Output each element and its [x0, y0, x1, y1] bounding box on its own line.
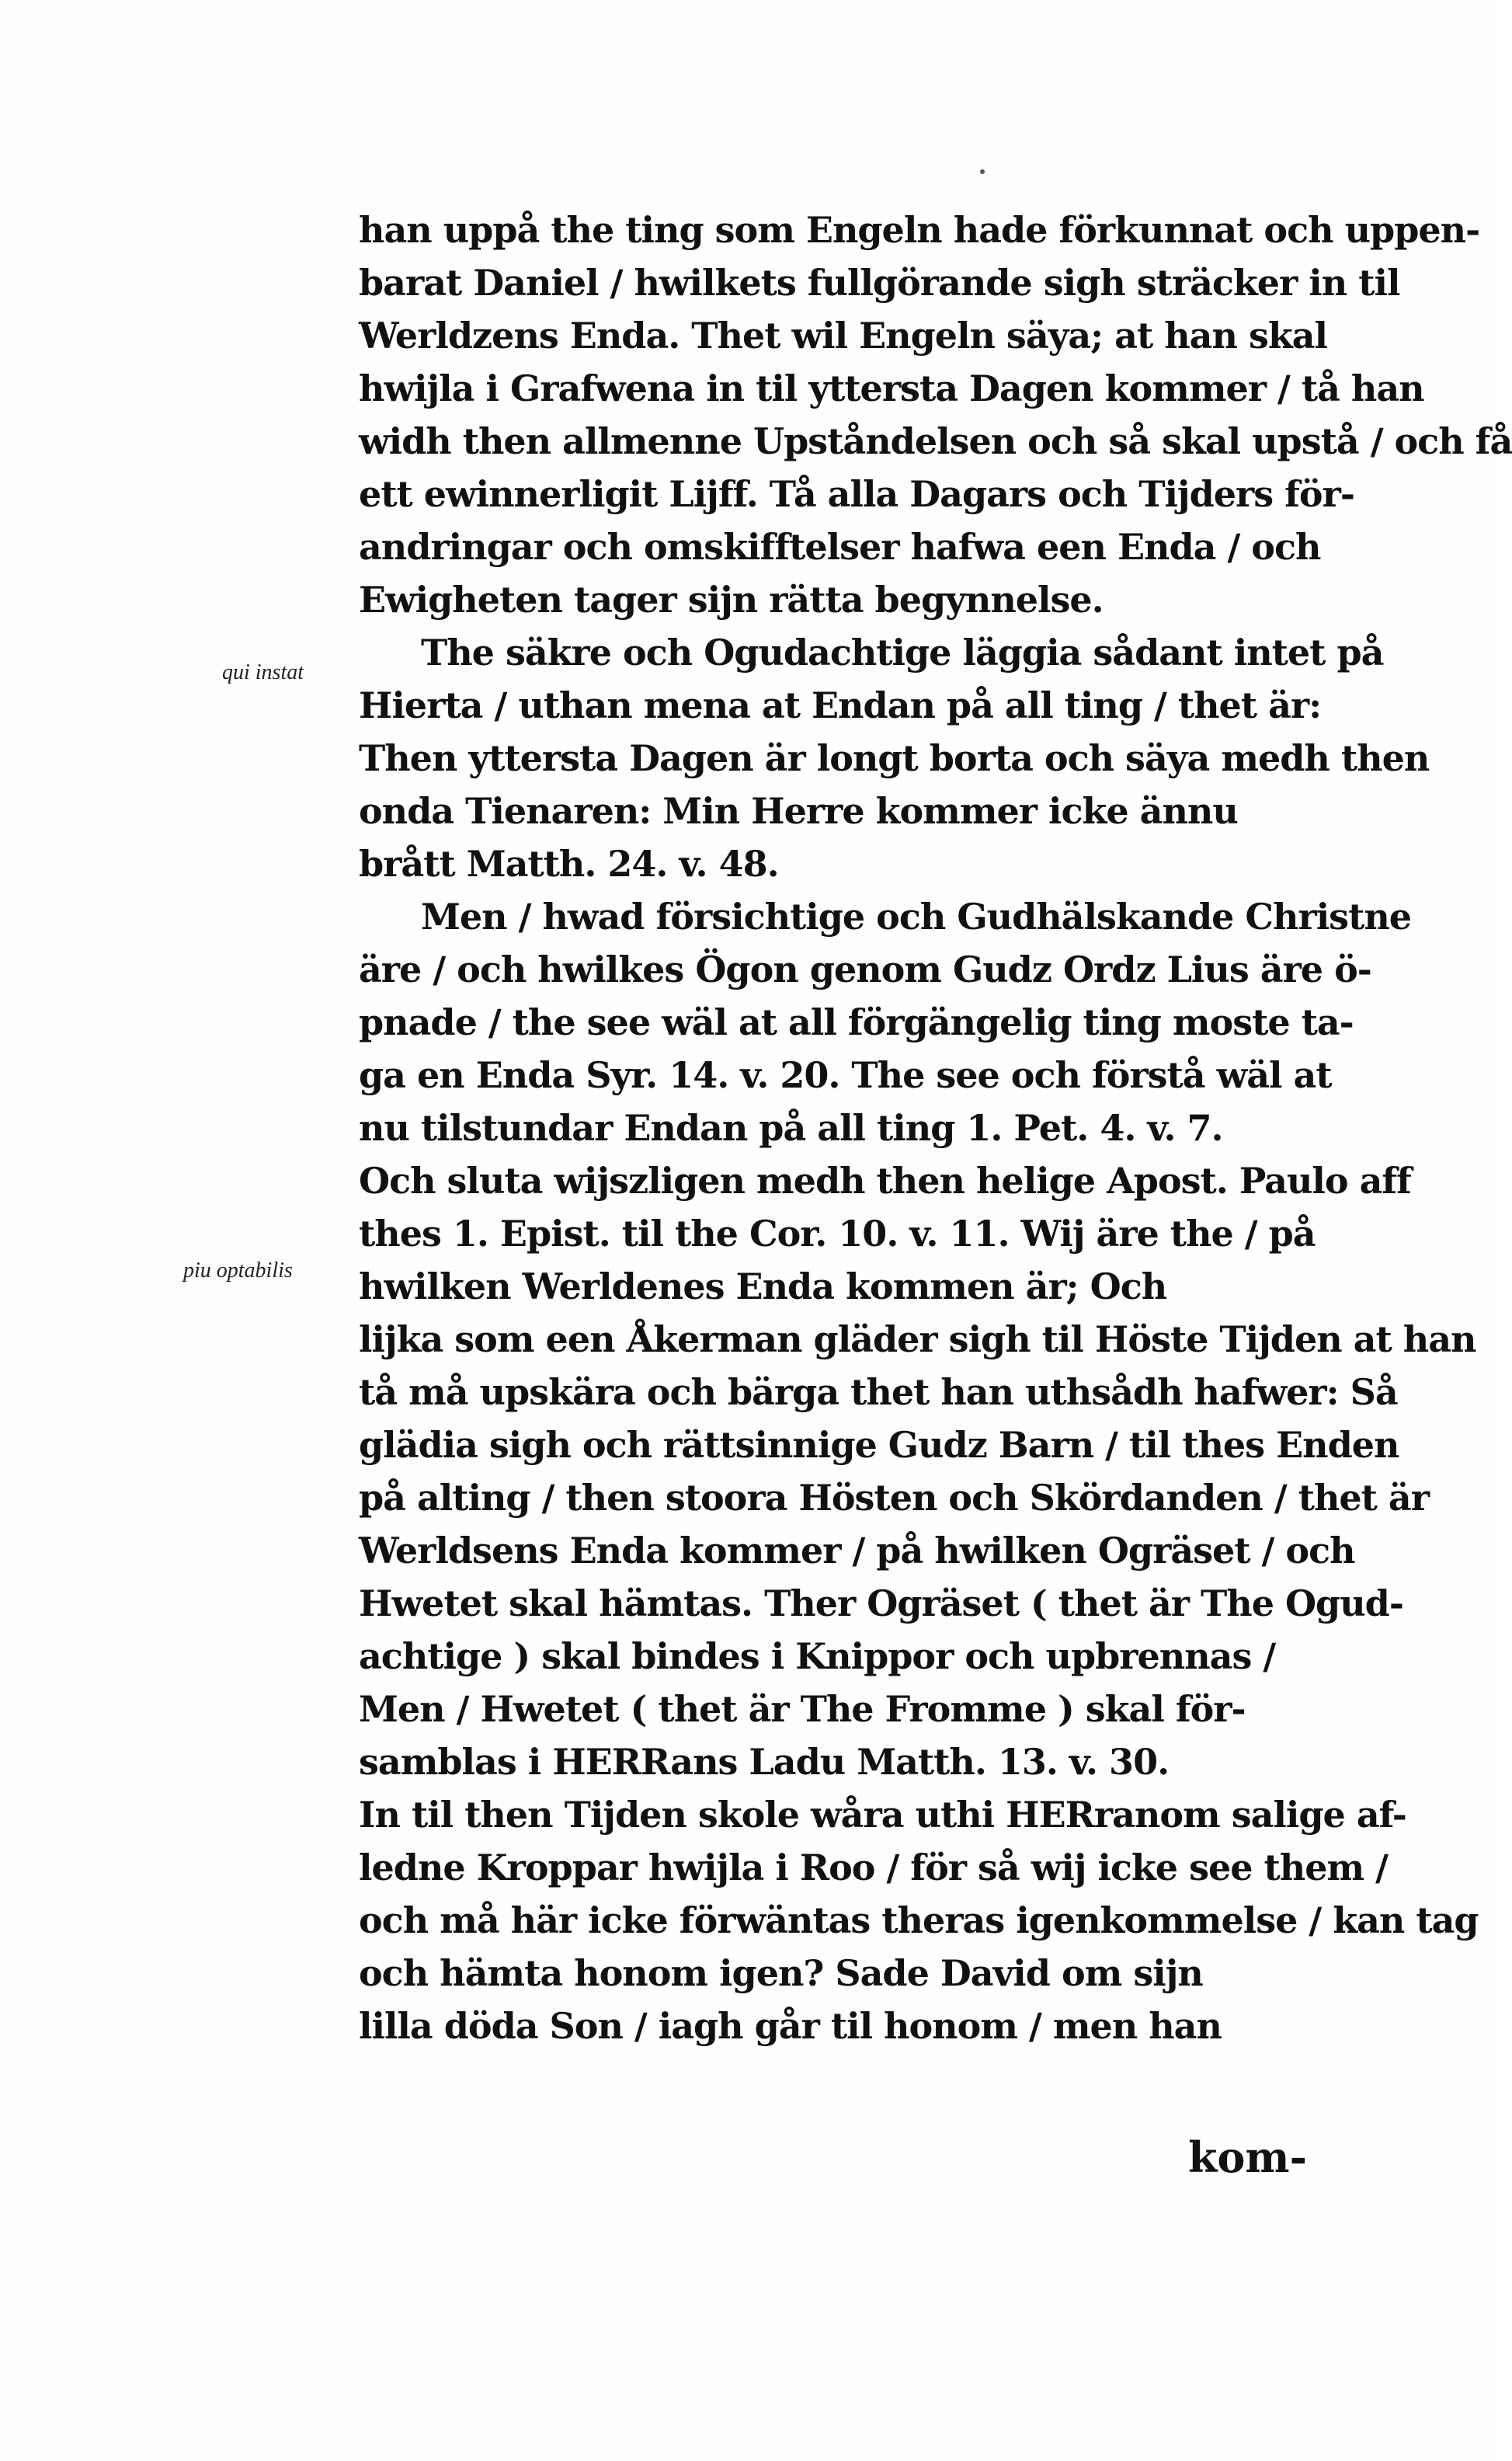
- text-line: tå må upskära och bärga thet han uthsådh hafwer: Så: [359, 1371, 1398, 1413]
- text-line: Men / Hwetet ( thet är The Fromme ) skal för-: [359, 1688, 1246, 1730]
- text-line: äre / och hwilkes Ögon genom Gudz Ordz Lius äre ö-: [359, 949, 1371, 990]
- text-line: The säkre och Ogudachtige läggia sådant intet på: [421, 632, 1384, 674]
- text-line: Ewigheten tager sijn rätta begynnelse.: [359, 579, 1104, 621]
- text-line: lilla döda Son / iagh går til honom / men han: [359, 2005, 1222, 2047]
- text-line: Then yttersta Dagen är longt borta och säya medh then: [359, 737, 1430, 779]
- text-line: Werldzens Enda. Thet wil Engeln säya; at han skal: [359, 315, 1327, 357]
- text-line: nu tilstundar Endan på all ting 1. Pet. 4. v. 7.: [359, 1107, 1223, 1149]
- text-line: widh then allmenne Upståndelsen och så skal upstå / och få: [359, 420, 1512, 462]
- body-text: [359, 204, 1512, 2052]
- text-line: onda Tienaren: Min Herre kommer icke ännu: [359, 790, 1238, 832]
- text-line: hwilken Werldenes Enda kommen är; Och: [359, 1265, 1167, 1307]
- text-line: pnade / the see wäl at all förgängelig ting moste ta-: [359, 1001, 1354, 1043]
- text-line: achtige ) skal bindes i Knippor och upbrennas /: [359, 1635, 1276, 1677]
- text-line: och må här icke förwäntas theras igenkommelse / kan tag: [359, 1899, 1479, 1941]
- text-line: på alting / then stoora Hösten och Skördanden / thet är: [359, 1477, 1429, 1519]
- marginal-note: piu optabilis: [183, 1258, 293, 1283]
- text-line: Och sluta wijszligen medh then helige Apost. Paulo aff: [359, 1160, 1411, 1202]
- text-line: In til then Tijden skole wåra uthi HERranom salige af-: [359, 1794, 1406, 1836]
- text-line: Men / hwad försichtige och Gudhälskande Christne: [421, 896, 1412, 938]
- text-line: lijka som een Åkerman gläder sigh til Höste Tijden at han: [359, 1318, 1476, 1360]
- text-line: ga en Enda Syr. 14. v. 20. The see och förstå wäl at: [359, 1054, 1332, 1096]
- text-line: brått Matth. 24. v. 48.: [359, 843, 779, 885]
- text-line: glädia sigh och rättsinnige Gudz Barn / til thes Enden: [359, 1424, 1399, 1466]
- text-line: barat Daniel / hwilkets fullgörande sigh sträcker in til: [359, 262, 1400, 304]
- text-line: ett ewinnerligit Lijff. Tå alla Dagars och Tijders för-: [359, 473, 1354, 515]
- text-line: Werldsens Enda kommer / på hwilken Ogräset / och: [359, 1530, 1355, 1572]
- text-line: thes 1. Epist. til the Cor. 10. v. 11. Wij äre the / på: [359, 1213, 1316, 1255]
- catchword: kom-: [1188, 2132, 1307, 2182]
- text-line: andringar och omskifftelser hafwa een Enda / och: [359, 526, 1321, 568]
- text-line: hwijla i Grafwena in til yttersta Dagen kommer / tå han: [359, 367, 1424, 409]
- text-line: och hämta honom igen? Sade David om sijn: [359, 1952, 1203, 1994]
- ink-speck: [980, 169, 985, 174]
- text-line: ledne Kroppar hwijla i Roo / för så wij icke see them /: [359, 1847, 1388, 1888]
- marginal-note: qui instat: [222, 660, 304, 684]
- text-line: han uppå the ting som Engeln hade förkunnat och uppen-: [359, 209, 1480, 251]
- text-line: Hwetet skal hämtas. Ther Ogräset ( thet är The Ogud-: [359, 1582, 1403, 1624]
- text-line: samblas i HERRans Ladu Matth. 13. v. 30.: [359, 1741, 1170, 1783]
- text-line: Hierta / uthan mena at Endan på all ting / thet är:: [359, 684, 1322, 726]
